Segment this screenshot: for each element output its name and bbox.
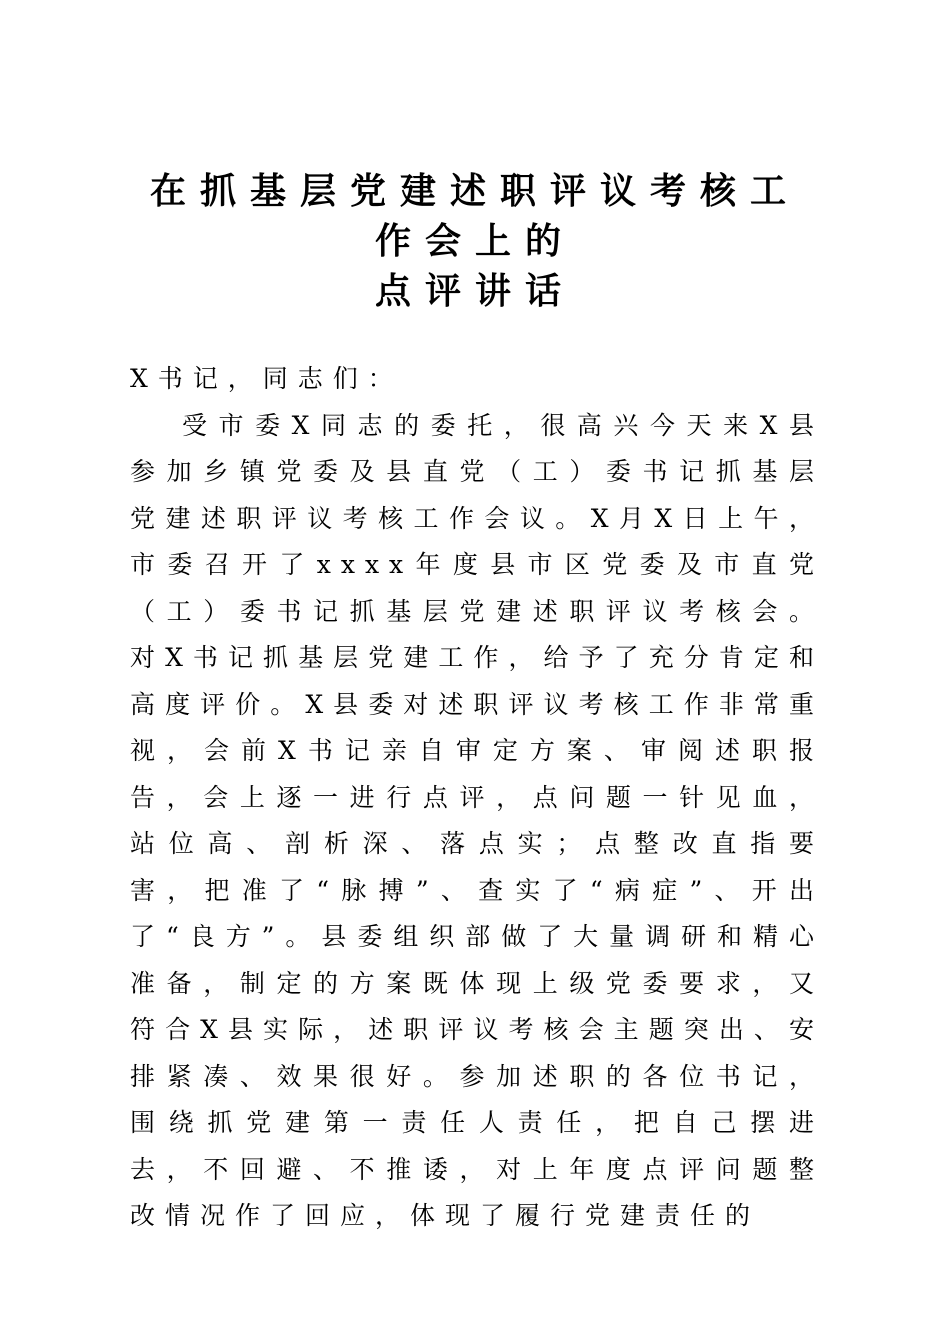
document-body xyxy=(130,356,824,1240)
document-title xyxy=(120,166,830,316)
salutation: X书记，同志们： xyxy=(130,364,403,393)
title-line-1: 在抓基层党建述职评议考核工 xyxy=(149,170,800,212)
title-line-2: 作会上的 xyxy=(374,220,575,262)
title-line-3: 点评讲话 xyxy=(374,270,575,312)
body-paragraph: 受市委X同志的委托，很高兴今天来X县参加乡镇党委及县直党（工）委书记抓基层党建述职评议考核工作会议。X月X日上午，市委召开了xxxx年度县市区党委及市直党（工）委书记抓基层党建述职评议考核会。对X书记抓基层党建工作，给予了充分肯定和高度评价。X县委对述职评议考核工作非常重视，会前X书记亲自审定方案、审阅述职报告，会上逐一进行点评，点问题一针见血，站位高、剖析深、落点实；点整改直指要害，把准了“脉搏”、查实了“病症”、开出了“良方”。县委组织部做了大量调研和精心准备，制定的方案既体现上级党委要求，又符合X县实际，述职评议考核会主题突出、安排紧凑、效果很好。参加述职的各位书记，围绕抓党建第一责任人责任，把自己摆进去，不回避、不推诿，对上年度点评问题整改情况作了回应，体现了履行党建责任的 xyxy=(130,410,824,1230)
